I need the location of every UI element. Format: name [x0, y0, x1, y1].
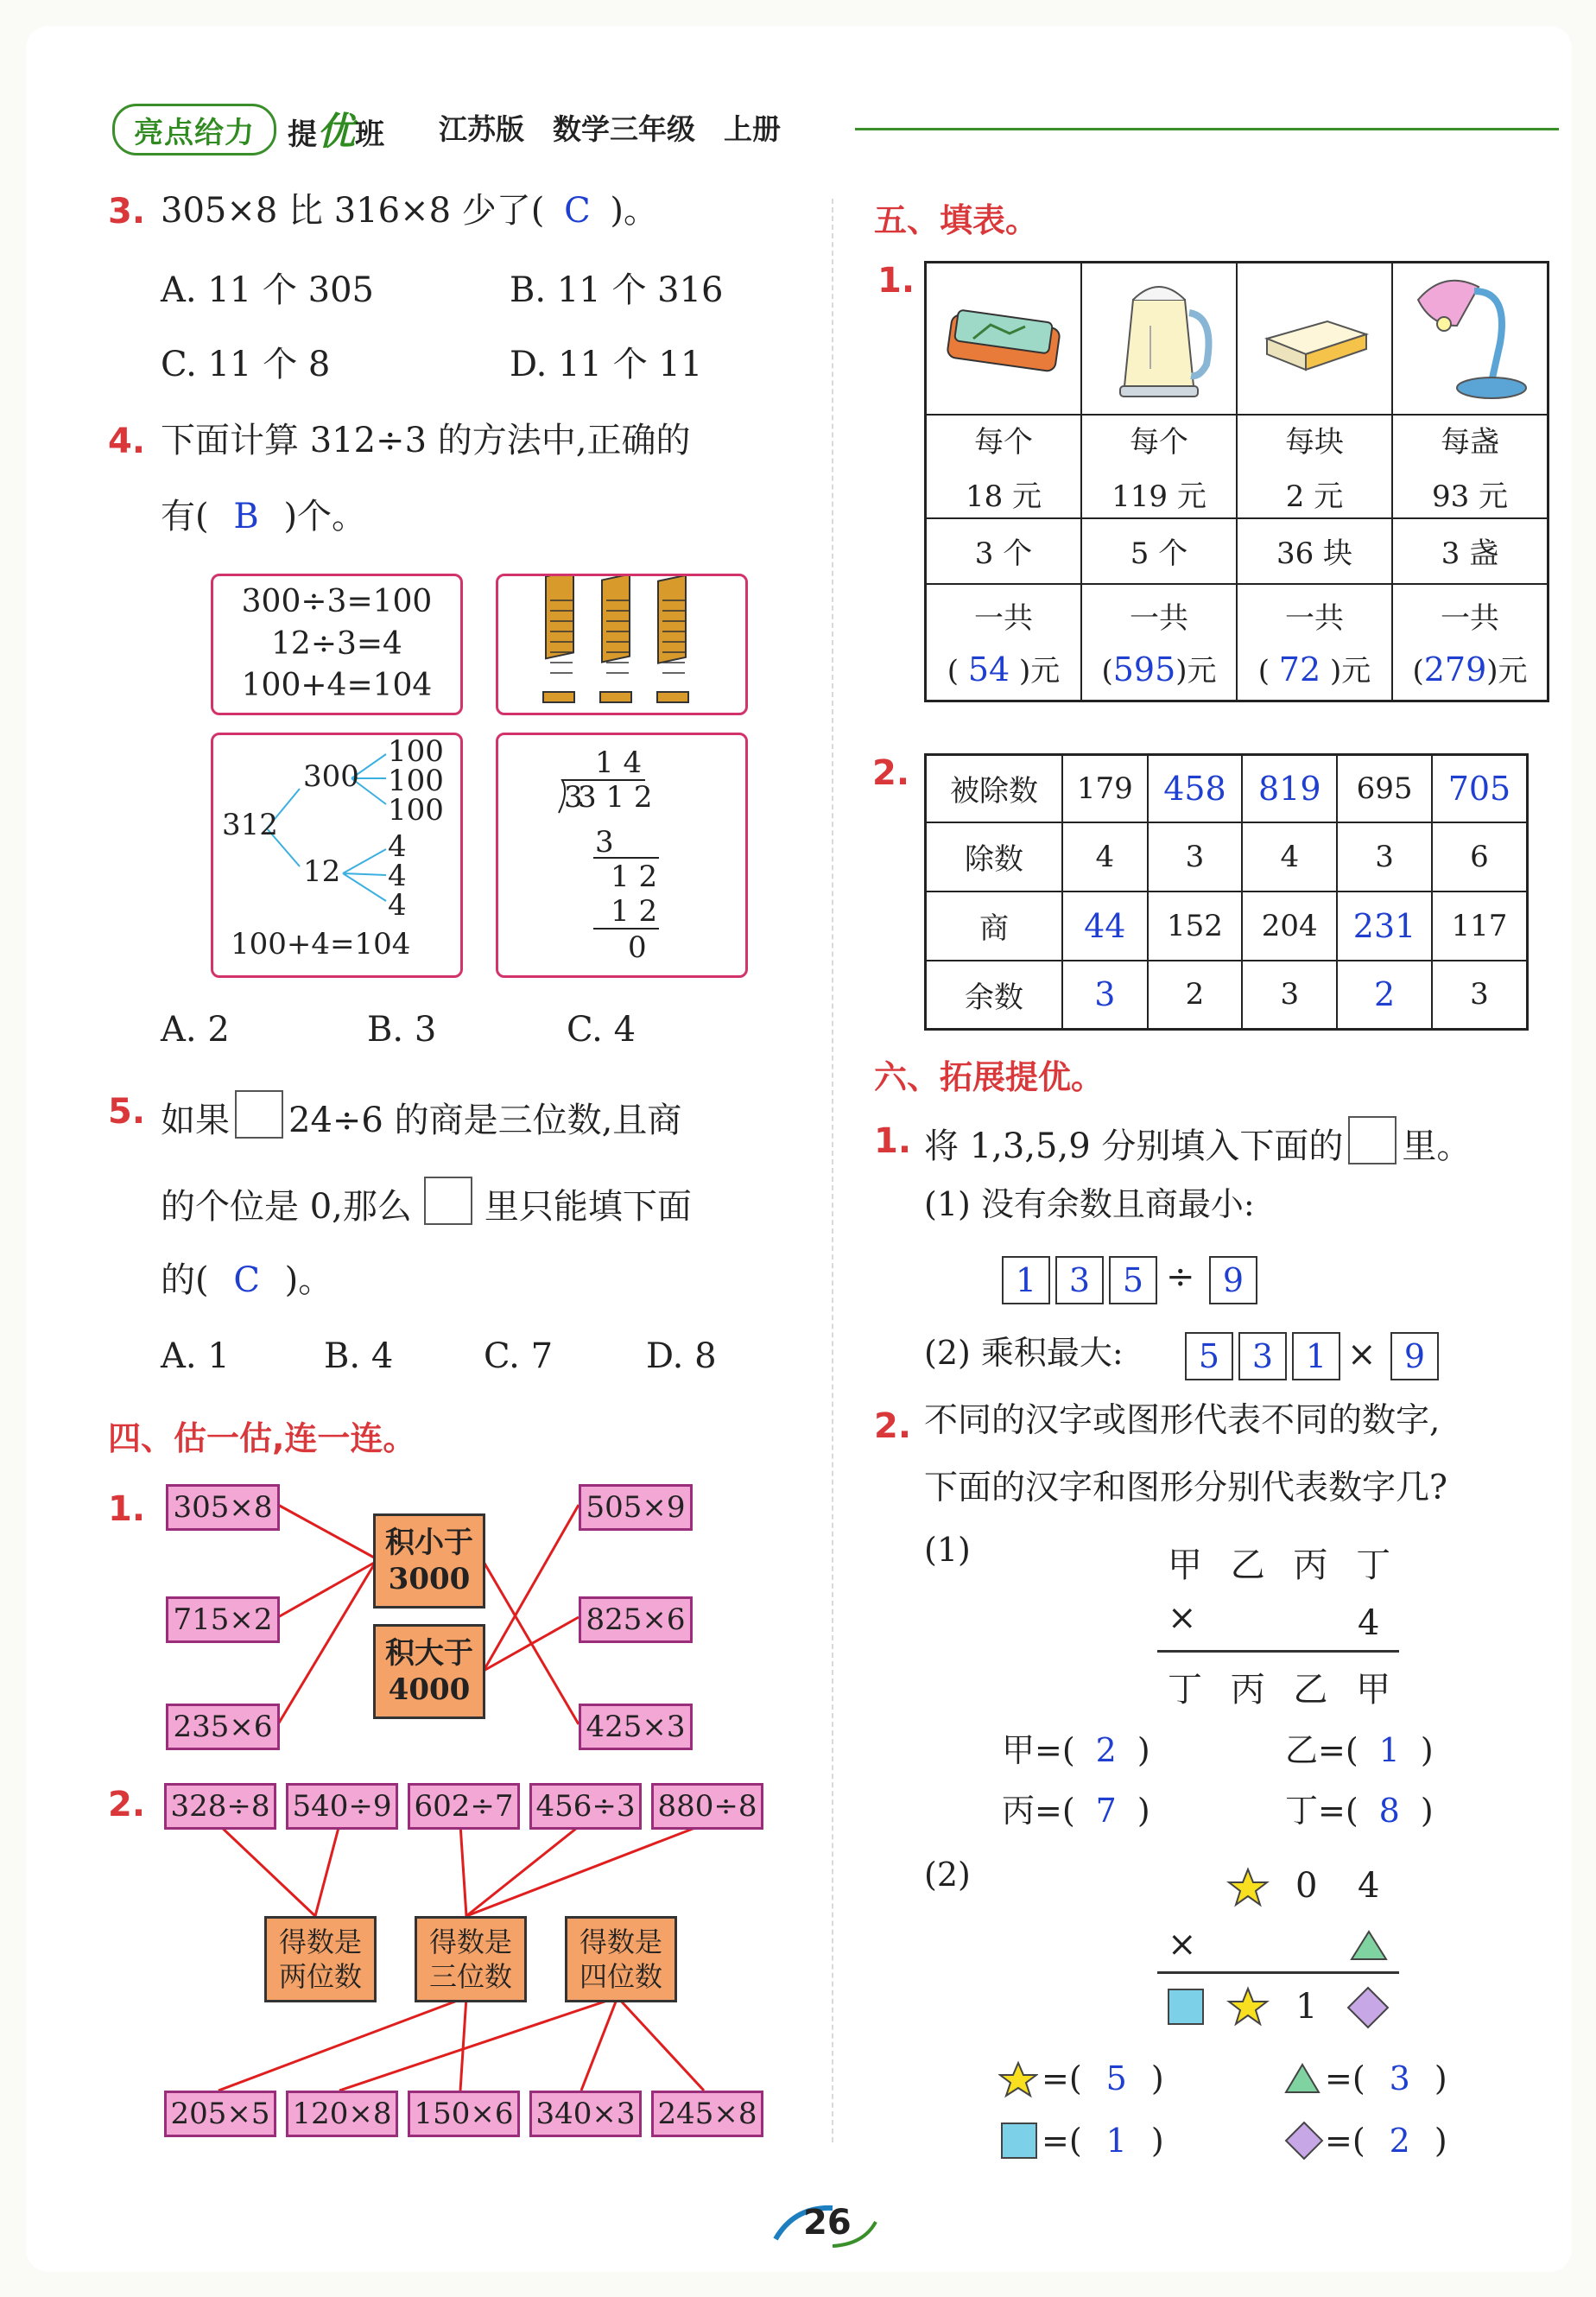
- quotient-2: 152: [1148, 892, 1243, 961]
- s4-bottom-tag-2: 120×8: [286, 2091, 398, 2137]
- divisor-1: 4: [1062, 822, 1148, 892]
- price-4: 93 元: [1431, 479, 1509, 514]
- s4-mid1-line2: 两位数: [278, 1960, 362, 1993]
- total-label-1: 一共: [974, 601, 1033, 637]
- answer-jia-close: ): [1137, 1731, 1150, 1769]
- s4-top-tag-1: 328÷8: [164, 1783, 276, 1830]
- total-label-3: 一共: [1284, 601, 1344, 637]
- split-4-c: 4: [388, 888, 407, 923]
- q5-option-d: D. 8: [646, 1336, 717, 1376]
- s6-q1-stem: [924, 1116, 1471, 1167]
- vertical2-top-digit-2: 4: [1358, 1866, 1380, 1906]
- q3-option-a: A. 11 个 305: [161, 270, 374, 310]
- q5-option-b: B. 4: [324, 1336, 394, 1376]
- dividend-1: 179: [1062, 755, 1148, 822]
- vertical2-result-digit: 1: [1295, 1987, 1318, 2027]
- answer-ding: [1285, 1792, 1434, 1831]
- answer-ding-close: ): [1420, 1792, 1434, 1830]
- s4-mid-box-3: [565, 1916, 677, 2002]
- s4-p2-number: 2.: [108, 1785, 146, 1824]
- s4-center-box-1: [373, 1513, 485, 1609]
- cell-item-eraser: [1237, 263, 1392, 415]
- square-answer-value: 1: [1105, 2122, 1127, 2160]
- s4-center1-line1: 积小于: [385, 1525, 473, 1560]
- q5-answer: C: [233, 1260, 260, 1300]
- s4-center-box-2: [373, 1624, 485, 1719]
- vertical1-rule: [1157, 1650, 1399, 1653]
- q3-answer: C: [564, 191, 591, 231]
- divisor-3: 4: [1242, 822, 1337, 892]
- s6-q2-p2-label: (2): [924, 1856, 971, 1894]
- p1-digit-3: 5: [1109, 1256, 1157, 1304]
- q5-option-c: C. 7: [484, 1336, 554, 1376]
- diamond-answer-close: ): [1434, 2122, 1447, 2160]
- s4-top-tag-2: 540÷9: [286, 1783, 398, 1830]
- p1-digit-1: 1: [1002, 1256, 1050, 1304]
- dividend-3: 819: [1242, 755, 1337, 822]
- vertical1-multiplier: 4: [1358, 1603, 1380, 1643]
- s4-mid2-line1: 得数是: [428, 1926, 512, 1958]
- q3-number: 3.: [108, 192, 146, 232]
- q3-option-b: B. 11 个 316: [510, 270, 724, 310]
- s4-center2-line1: 积大于: [385, 1635, 473, 1671]
- ld-divisor: 3: [564, 780, 583, 815]
- total-label-4: 一共: [1440, 601, 1499, 637]
- qty-cell-2: 5 个: [1081, 518, 1237, 584]
- s4-left-tag-3: 235×6: [166, 1704, 280, 1750]
- cell-item-desk-lamp: [1392, 263, 1548, 415]
- q4-box1-line3: 100+4=104: [241, 668, 433, 704]
- p2-digit-2: 3: [1238, 1332, 1287, 1380]
- answer-bing: [1002, 1792, 1150, 1831]
- square-answer: [1042, 2122, 1164, 2161]
- total-open-4: (: [1412, 654, 1424, 689]
- p1-operator: ÷: [1166, 1257, 1195, 1297]
- square-answer-open: =(: [1042, 2122, 1082, 2160]
- p2-operator: ×: [1347, 1335, 1377, 1374]
- s6-q2-line1: 不同的汉字或图形代表不同的数字,: [924, 1401, 1441, 1440]
- triangle-answer-open: =(: [1325, 2059, 1365, 2097]
- brand-char-1: 提: [288, 117, 317, 152]
- row-label-dividend: 被除数: [926, 755, 1063, 822]
- quotient-3: 204: [1242, 892, 1337, 961]
- total-cell-2: [1081, 584, 1237, 701]
- s4-bottom-tag-1: 205×5: [164, 2091, 276, 2137]
- cell-item-kettle: [1081, 263, 1237, 415]
- vertical2-top-digit-1: 0: [1295, 1866, 1318, 1906]
- s6-q2-line2: 下面的汉字和图形分别代表数字几?: [924, 1469, 1447, 1507]
- divisor-4: 3: [1337, 822, 1432, 892]
- q4-answer: B: [233, 497, 259, 536]
- s4-left-tag-1: 305×8: [166, 1484, 280, 1531]
- vertical1-top: 甲 乙 丙 丁: [1168, 1545, 1400, 1585]
- triangle-answer: [1325, 2059, 1447, 2099]
- q4-option-c: C. 4: [567, 1010, 636, 1050]
- q5-line2-b: 里只能填下面: [484, 1187, 692, 1227]
- row-label-divisor: 除数: [926, 822, 1063, 892]
- header-badge: 亮点给力: [112, 104, 276, 155]
- q4-option-b: B. 3: [367, 1010, 437, 1050]
- p2-digit-4: 9: [1390, 1332, 1439, 1380]
- divisor-2: 3: [1148, 822, 1243, 892]
- s4-mid3-line1: 得数是: [579, 1926, 662, 1958]
- s4-p1-number: 1.: [108, 1489, 146, 1529]
- section4-title: 四、估一估,连一连。: [108, 1419, 416, 1457]
- s4-top-tag-3: 602÷7: [408, 1783, 520, 1830]
- total-close-2: )元: [1175, 654, 1217, 689]
- q4-line2-a: 有(: [161, 497, 209, 536]
- triangle-answer-value: 3: [1389, 2059, 1410, 2097]
- vertical2-times: ×: [1168, 1925, 1197, 1964]
- s6-q1-p2-label: (2) 乘积最大:: [924, 1334, 1124, 1372]
- split-100-b: 100: [388, 764, 444, 798]
- answer-bing-value: 7: [1095, 1792, 1117, 1830]
- diamond-answer-icon: [1283, 2120, 1325, 2161]
- desk-lamp-icon: [1405, 265, 1535, 403]
- brand-char-2: 优: [317, 110, 355, 154]
- s4-mid2-line2: 三位数: [428, 1960, 512, 1993]
- ld-step1: 3: [595, 825, 614, 860]
- answer-bing-label: 丙=(: [1002, 1792, 1075, 1830]
- q5-line1-a: 如果: [161, 1101, 230, 1140]
- s4-right-tag-2: 825×6: [579, 1596, 693, 1643]
- answer-yi: [1285, 1731, 1434, 1771]
- star-answer-icon: [998, 2059, 1038, 2099]
- matching-lines: [0, 0, 832, 2160]
- total-close-4: )元: [1486, 654, 1528, 689]
- total-value-4: 279: [1423, 650, 1487, 689]
- price-table: [924, 261, 1549, 702]
- square-icon: [1166, 1987, 1206, 2027]
- s5-t2-number: 2.: [872, 753, 910, 793]
- qty-cell-4: 3 盏: [1392, 518, 1548, 584]
- star-answer-close: ): [1150, 2059, 1164, 2097]
- q4-option-a: A. 2: [161, 1010, 230, 1050]
- unit-label-1: 每个: [974, 424, 1033, 460]
- remainder-4: 2: [1337, 961, 1432, 1030]
- star-answer-open: =(: [1042, 2059, 1082, 2097]
- answer-jia-label: 甲=(: [1002, 1731, 1075, 1769]
- total-value-3: 72: [1278, 650, 1321, 689]
- remainder-2: 2: [1148, 961, 1243, 1030]
- s4-bottom-tag-4: 340×3: [529, 2091, 642, 2137]
- division-table: [924, 753, 1529, 1031]
- price-cell-3: [1237, 415, 1392, 518]
- q4-number: 4.: [108, 422, 146, 461]
- s4-center2-line2: 4000: [388, 1672, 471, 1707]
- ld-dividend: 3 1 2: [578, 780, 653, 815]
- kettle-icon: [1094, 265, 1224, 403]
- diamond-answer-value: 2: [1389, 2122, 1410, 2160]
- price-2: 119 元: [1112, 479, 1206, 514]
- split-4-b: 4: [388, 859, 407, 893]
- column-divider: [832, 199, 833, 2142]
- s6-q1-stem-b: 里。: [1402, 1126, 1472, 1166]
- total-close-1: )元: [1018, 654, 1061, 689]
- unit-label-3: 每块: [1284, 424, 1344, 460]
- vertical2-rule: [1157, 1971, 1399, 1974]
- unit-label-2: 每个: [1129, 424, 1188, 460]
- divisor-5: 6: [1432, 822, 1528, 892]
- s4-mid3-line2: 四位数: [579, 1960, 662, 1993]
- total-cell-3: [1237, 584, 1392, 701]
- total-cell-4: [1392, 584, 1548, 701]
- brand-char-3: 班: [355, 117, 384, 152]
- eraser-icon: [1250, 287, 1379, 382]
- s6-q1-number: 1.: [874, 1121, 912, 1161]
- split-100-c: 100: [388, 793, 444, 828]
- answer-ding-label: 丁=(: [1285, 1792, 1358, 1830]
- pencil-case-icon: [939, 287, 1068, 382]
- s4-bottom-tag-3: 150×6: [408, 2091, 520, 2137]
- diamond-answer: [1325, 2122, 1447, 2161]
- total-label-2: 一共: [1129, 601, 1188, 637]
- p2-digit-1: 5: [1185, 1332, 1233, 1380]
- star-icon-2: [1226, 1985, 1270, 2028]
- total-value-1: 54: [967, 650, 1010, 689]
- dividend-4: 695: [1337, 755, 1432, 822]
- section5-title: 五、填表。: [874, 201, 1039, 239]
- quotient-1: 44: [1062, 892, 1148, 961]
- square-answer-close: ): [1150, 2122, 1164, 2160]
- header-rule: [855, 128, 1559, 130]
- s4-right-tag-3: 425×3: [579, 1704, 693, 1750]
- s4-left-tag-2: 715×2: [166, 1596, 280, 1643]
- s4-mid1-line1: 得数是: [278, 1926, 362, 1958]
- p1-digit-4: 9: [1209, 1256, 1257, 1304]
- dividend-5: 705: [1432, 755, 1528, 822]
- q3-stem-b: )。: [610, 191, 659, 231]
- total-cell-1: [926, 584, 1082, 701]
- diamond-answer-open: =(: [1325, 2122, 1365, 2160]
- square-answer-icon: [1000, 2122, 1038, 2160]
- page-number: 26: [803, 2203, 852, 2243]
- vertical1-result: 丁 丙 乙 甲: [1168, 1670, 1400, 1710]
- total-value-2: 595: [1112, 650, 1176, 689]
- split-300: 300: [303, 759, 359, 794]
- star-answer: [1042, 2059, 1164, 2099]
- s4-bottom-tag-5: 245×8: [651, 2091, 763, 2137]
- s6-q1-blank-box: [1348, 1116, 1396, 1164]
- total-open-2: (: [1101, 654, 1113, 689]
- diamond-icon: [1346, 1985, 1390, 2030]
- q4-line2-b: )个。: [283, 497, 367, 536]
- split-12: 12: [303, 854, 341, 889]
- unit-label-4: 每盏: [1440, 424, 1499, 460]
- q3-option-c: C. 11 个 8: [161, 345, 331, 384]
- s6-q1-p1-label: (1) 没有余数且商最小:: [924, 1185, 1255, 1223]
- price-cell-1: [926, 415, 1082, 518]
- star-answer-value: 5: [1105, 2059, 1127, 2097]
- split-4-a: 4: [388, 829, 407, 864]
- ld-quotient: 1 4: [595, 746, 643, 780]
- header-subtitle: 江苏版 数学三年级 上册: [439, 112, 781, 146]
- s5-t1-number: 1.: [877, 261, 915, 301]
- q5-line1-b: 24÷6 的商是三位数,且商: [288, 1101, 682, 1140]
- q5-number: 5.: [108, 1092, 146, 1132]
- ld-step3: 1 2: [611, 894, 658, 929]
- triangle-icon: [1349, 1928, 1389, 1963]
- s4-top-tag-5: 880÷8: [651, 1783, 763, 1830]
- answer-jia: [1002, 1731, 1150, 1771]
- answer-bing-close: ): [1137, 1792, 1150, 1830]
- q4-box1-line1: 300÷3=100: [241, 584, 433, 619]
- cell-item-pencil-case: [926, 263, 1082, 415]
- quotient-5: 117: [1432, 892, 1528, 961]
- remainder-1: 3: [1062, 961, 1148, 1030]
- answer-yi-close: ): [1420, 1731, 1434, 1769]
- qty-cell-3: 36 块: [1237, 518, 1392, 584]
- ld-remainder: 0: [628, 930, 647, 965]
- split-result: 100+4=104: [231, 927, 411, 961]
- answer-yi-value: 1: [1378, 1731, 1400, 1769]
- star-icon: [1226, 1866, 1270, 1909]
- p1-digit-2: 3: [1055, 1256, 1104, 1304]
- s4-top-tag-4: 456÷3: [529, 1783, 642, 1830]
- dividend-2: 458: [1148, 755, 1243, 822]
- total-close-3: )元: [1329, 654, 1371, 689]
- row-label-remainder: 余数: [926, 961, 1063, 1030]
- q5-line3-b: )。: [284, 1260, 333, 1300]
- s6-q1-stem-a: 将 1,3,5,9 分别填入下面的: [924, 1126, 1344, 1166]
- q3-stem-a: 305×8 比 316×8 少了(: [161, 191, 545, 231]
- section6-title: 六、拓展提优。: [874, 1058, 1105, 1096]
- s6-q2-number: 2.: [874, 1406, 912, 1446]
- s6-q2-p1-label: (1): [924, 1531, 971, 1569]
- qty-cell-1: 3 个: [926, 518, 1082, 584]
- triangle-answer-icon: [1283, 2061, 1321, 2096]
- s4-mid-box-2: [415, 1916, 527, 2002]
- q4-box1-line2: 12÷3=4: [271, 625, 402, 662]
- q5-line3-a: 的(: [161, 1260, 209, 1300]
- split-root: 312: [222, 808, 278, 842]
- total-open-3: (: [1257, 654, 1270, 689]
- row-label-quotient: 商: [926, 892, 1063, 961]
- q5-option-a: A. 1: [161, 1336, 230, 1376]
- q3-option-d: D. 11 个 11: [510, 345, 703, 384]
- answer-yi-label: 乙=(: [1285, 1731, 1358, 1769]
- quotient-4: 231: [1337, 892, 1432, 961]
- ld-step2: 1 2: [611, 860, 658, 894]
- price-cell-4: [1392, 415, 1548, 518]
- answer-ding-value: 8: [1378, 1792, 1400, 1830]
- q5-line2-a: 的个位是 0,那么: [161, 1187, 412, 1227]
- remainder-5: 3: [1432, 961, 1528, 1030]
- price-cell-2: [1081, 415, 1237, 518]
- s4-mid-box-1: [264, 1916, 377, 2002]
- vertical1-times: ×: [1168, 1598, 1197, 1638]
- price-3: 2 元: [1285, 479, 1344, 514]
- remainder-3: 3: [1242, 961, 1337, 1030]
- q4-line1: 下面计算 312÷3 的方法中,正确的: [161, 421, 691, 460]
- answer-jia-value: 2: [1095, 1731, 1117, 1769]
- s4-right-tag-1: 505×9: [579, 1484, 693, 1531]
- price-1: 18 元: [965, 479, 1042, 514]
- triangle-answer-close: ): [1434, 2059, 1447, 2097]
- s4-center1-line2: 3000: [388, 1562, 471, 1596]
- split-100-a: 100: [388, 734, 444, 769]
- p2-digit-3: 1: [1292, 1332, 1340, 1380]
- total-open-1: (: [947, 654, 959, 689]
